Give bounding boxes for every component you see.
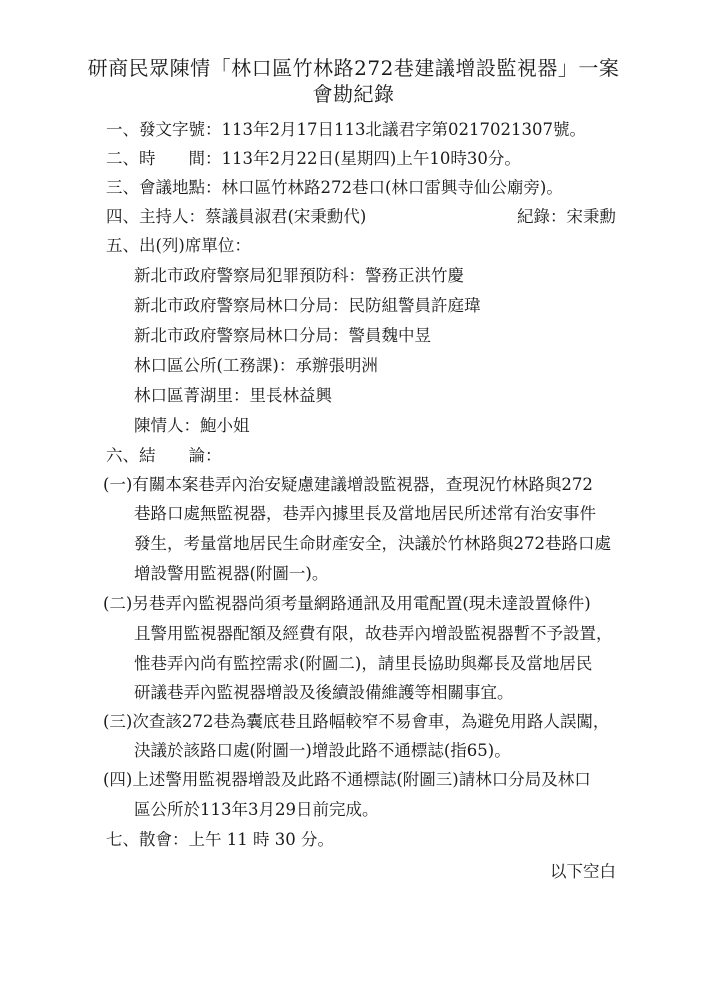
adjourn-line: 七、散會：上午 11 時 30 分。: [106, 830, 334, 849]
conclusion-heading: 六、結 論：: [106, 446, 222, 465]
attendee-item: 林口區菁湖里：里長林益興: [134, 386, 332, 405]
conclusion-line: (四)上述警用監視器增設及此路不通標誌(附圖三)請林口分局及林口: [103, 770, 591, 789]
conclusion-line: 惟巷弄內尚有監控需求(附圖二)，請里長協助與鄰長及當地居民: [134, 654, 593, 673]
conclusion-line: 區公所於113年3月29日前完成。: [134, 800, 379, 819]
conclusion-line: 巷路口處無監視器，巷弄內據里長及當地居民所述常有治安事件: [134, 504, 596, 523]
recorder-line: 紀錄：宋秉勳: [517, 207, 616, 226]
conclusion-line: 發生，考量當地居民生命財產安全，決議於竹林路與272巷路口處: [134, 534, 611, 553]
conclusion-line: 增設警用監視器(附圖一)。: [134, 564, 329, 583]
conclusion-line: (二)另巷弄內監視器尚須考量網路通訊及用電配置(現未達設置條件): [103, 594, 591, 613]
conclusion-line: 且警用監視器配額及經費有限，故巷弄內增設監視器暫不予設置，: [134, 624, 613, 643]
attendee-item: 林口區公所(工務課)：承辦張明洲: [134, 356, 378, 375]
host-line: 四、主持人：蔡議員淑君(宋秉勳代): [106, 207, 367, 226]
attendee-item: 新北市政府警察局林口分局：警員魏中昱: [134, 326, 431, 345]
attendees-heading: 五、出(列)席單位：: [106, 236, 251, 255]
doc-number-line: 一、發文字號：113年2月17日113北議君字第0217021307號。: [106, 120, 586, 139]
conclusion-line: 決議於該路口處(附圖一)增設此路不通標誌(指65)。: [134, 741, 511, 760]
host-row: [106, 207, 616, 227]
time-line: 二、時 間：113年2月22日(星期四)上午10時30分。: [106, 149, 521, 168]
document-title: 研商民眾陳情「林口區竹林路272巷建議增設監視器」一案: [87, 56, 620, 80]
conclusion-line: (一)有關本案巷弄內治安疑慮建議增設監視器，查現況竹林路與272: [103, 475, 593, 494]
conclusion-line: (三)次查該272巷為囊底巷且路幅較窄不易會車，為避免用路人誤闖，: [103, 712, 610, 731]
attendee-item: 陳情人：鮑小姐: [134, 416, 250, 435]
end-marker: 以下空白: [550, 862, 616, 881]
location-line: 三、會議地點：林口區竹林路272巷口(林口雷興寺仙公廟旁)。: [106, 178, 563, 197]
attendee-item: 新北市政府警察局林口分局：民防組警員許庭瑋: [134, 296, 481, 315]
attendee-item: 新北市政府警察局犯罪預防科：警務正洪竹慶: [134, 266, 464, 285]
conclusion-line: 研議巷弄內監視器增設及後續設備維護等相關事宜。: [134, 683, 514, 702]
document-subtitle: 會勘紀錄: [312, 82, 395, 106]
